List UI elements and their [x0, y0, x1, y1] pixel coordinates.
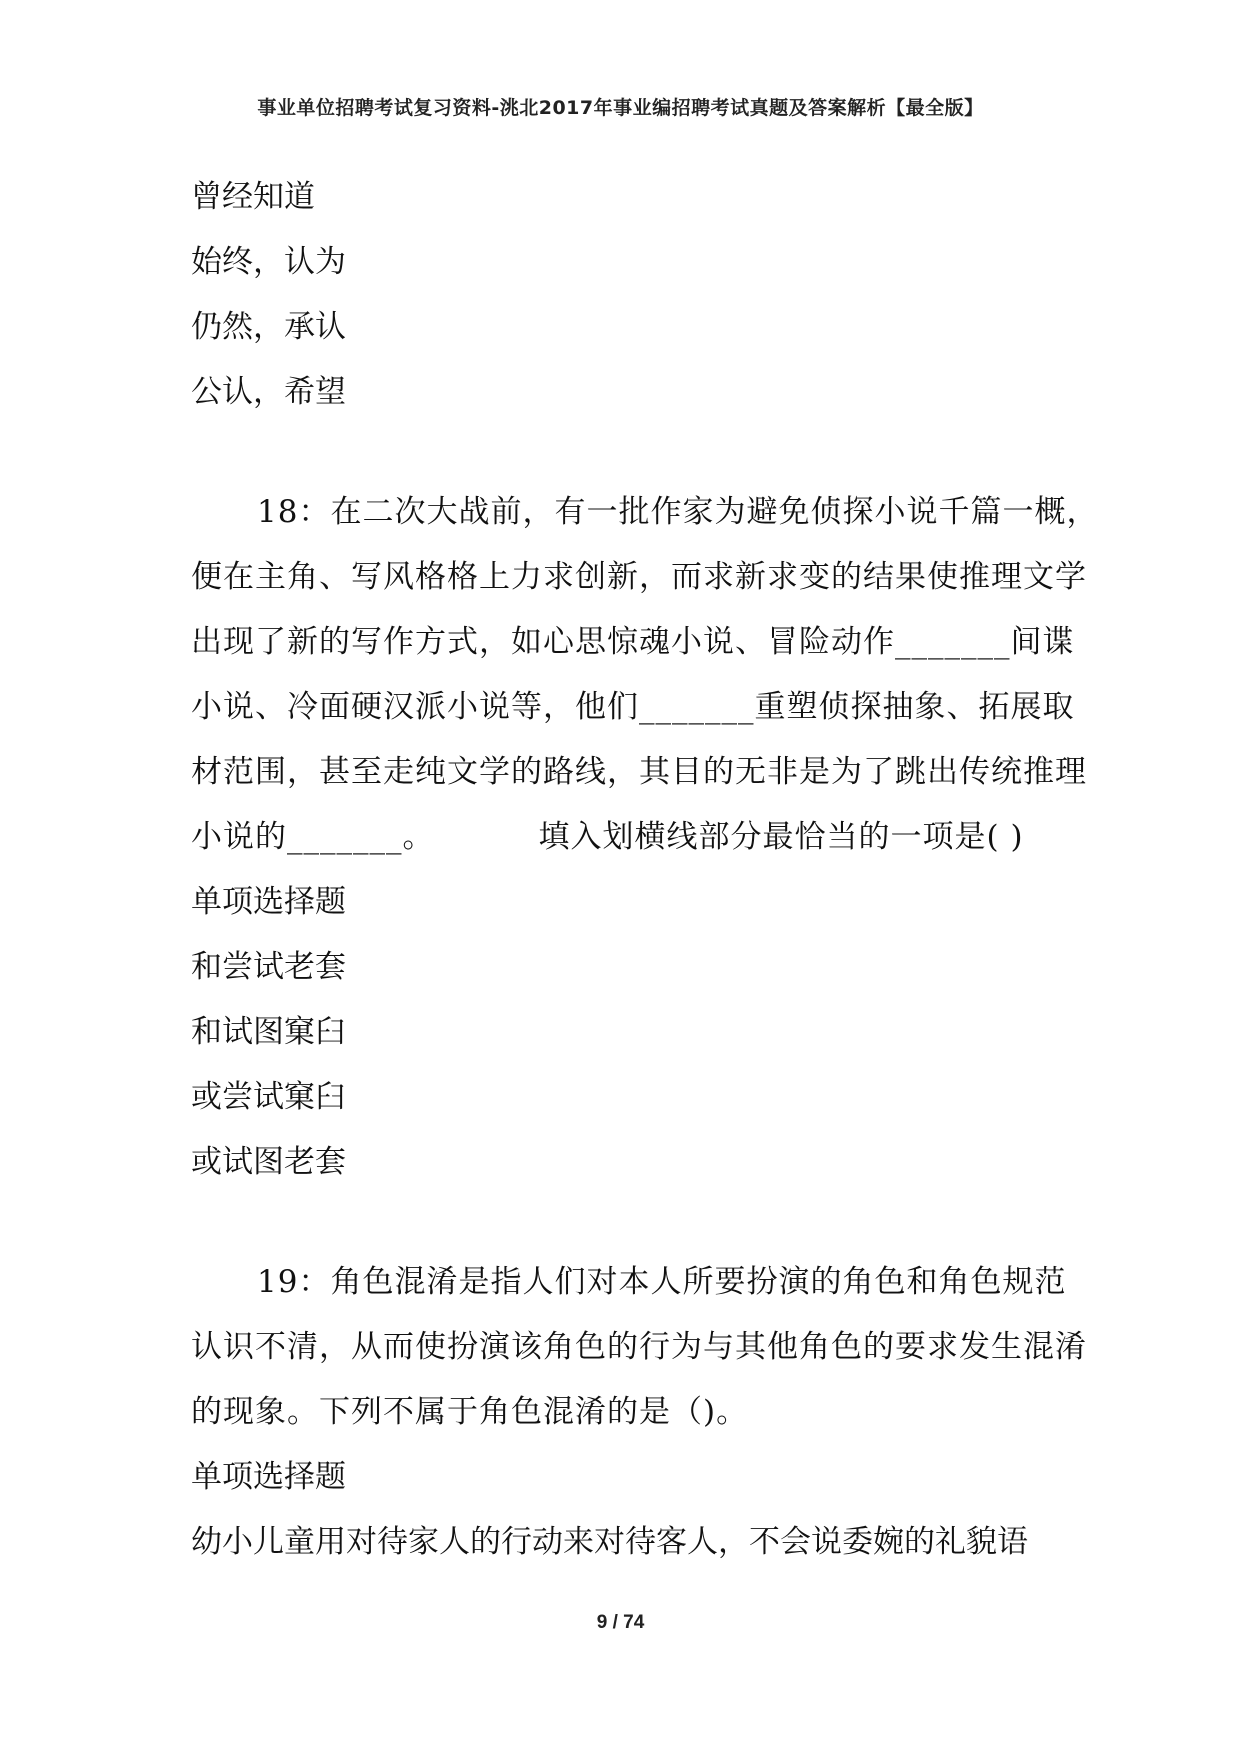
section-spacer: [191, 1195, 1071, 1250]
question-text-line: 的现象。下列不属于角色混淆的是（)。: [191, 1394, 749, 1430]
previous-question-options: [191, 165, 1071, 425]
option-item: 公认，希望: [191, 374, 346, 410]
question-text-line: 材范围，甚至走纯文学的路线，其目的无非是为了跳出传统推理: [191, 754, 1087, 790]
question-text-line: 便在主角、写风格格上力求创新，而求新求变的结果使推理文学: [191, 559, 1087, 595]
question-text-line-last: [191, 805, 1071, 870]
question-text-end: 小说的_______。: [191, 819, 435, 855]
page-content: [191, 165, 1099, 1575]
section-spacer: [191, 425, 1071, 480]
question-18: [191, 480, 1099, 870]
option-item: 仍然，承认: [191, 309, 346, 345]
question-text-line: 认识不清，从而使扮演该角色的行为与其他角色的要求发生混淆: [191, 1329, 1087, 1365]
question-type-label: 单项选择题: [191, 884, 346, 920]
question-type-label: 单项选择题: [191, 1459, 346, 1495]
option-item: 曾经知道: [191, 179, 315, 215]
question-text-line: 18：在二次大战前，有一批作家为避免侦探小说千篇一概，: [257, 494, 1099, 530]
option-item: 和尝试老套: [191, 949, 346, 985]
question-prompt: 填入划横线部分最恰当的一项是( ): [538, 819, 1024, 855]
option-item: 或尝试窠臼: [191, 1079, 346, 1115]
option-item: 或试图老套: [191, 1144, 346, 1180]
option-item: 和试图窠臼: [191, 1014, 346, 1050]
page-number: 9 / 74: [596, 1612, 645, 1633]
question-text-line: 出现了新的写作方式，如心思惊魂小说、冒险动作_______间谍: [191, 624, 1075, 660]
question-text-line: 小说、冷面硬汉派小说等，他们_______重塑侦探抽象、拓展取: [191, 689, 1075, 725]
question-19: [191, 1250, 1087, 1445]
question-text-line: 19：角色混淆是指人们对本人所要扮演的角色和角色规范: [257, 1264, 1067, 1300]
option-item: 始终，认为: [191, 244, 346, 280]
page-header: 事业单位招聘考试复习资料-洮北2017年事业编招聘考试真题及答案解析【最全版】: [257, 97, 984, 119]
option-item: 幼小儿童用对待家人的行动来对待客人，不会说委婉的礼貌语: [191, 1524, 1028, 1560]
